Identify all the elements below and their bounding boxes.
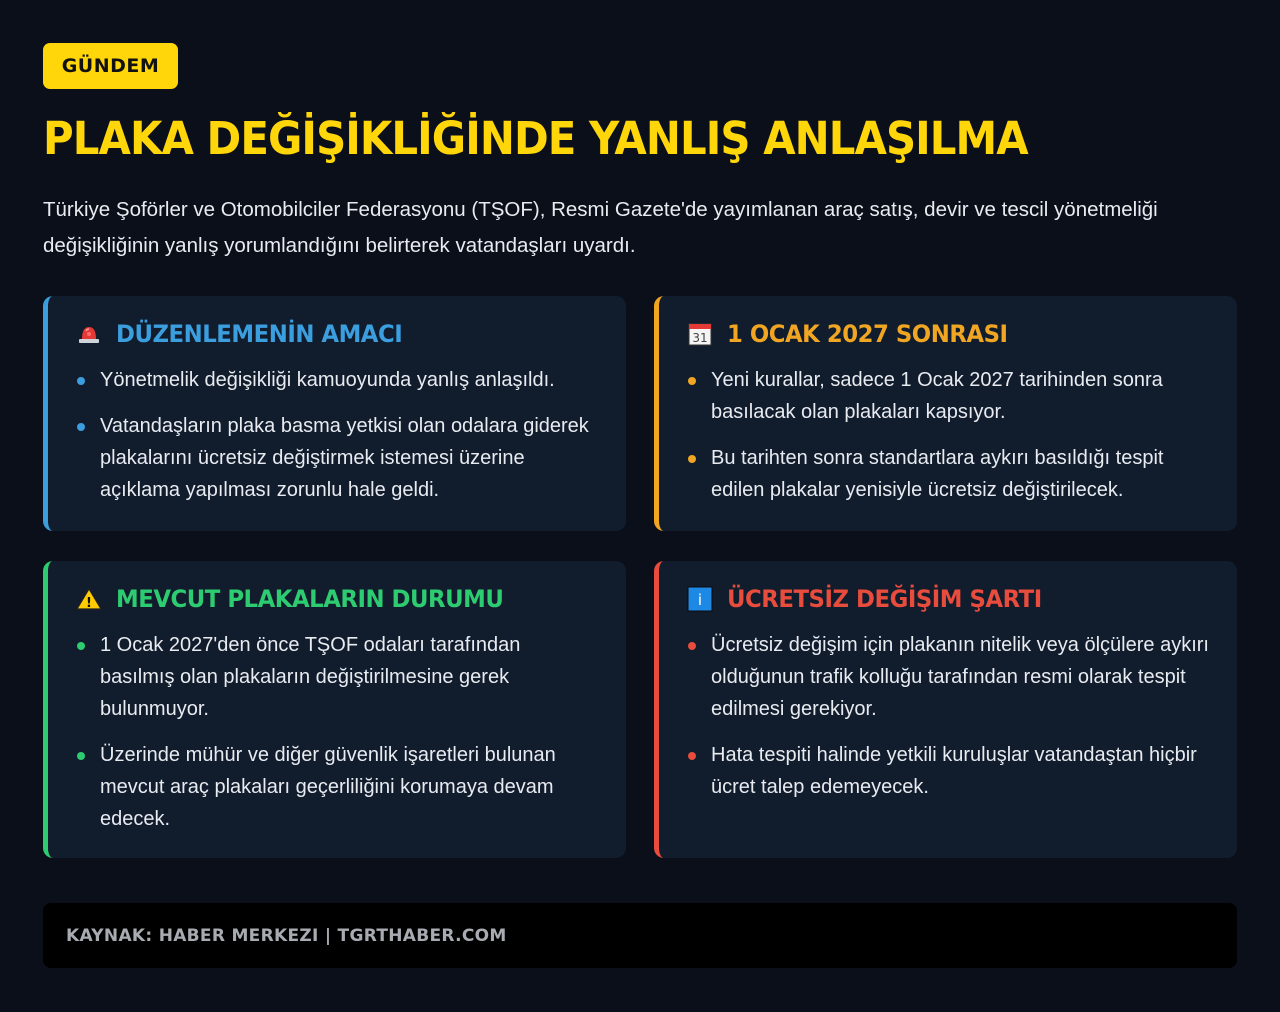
card-free-exchange-condition — [654, 561, 1237, 858]
bullet-dot — [77, 377, 85, 385]
list-item — [687, 442, 1209, 506]
bullet-list — [76, 629, 598, 835]
list-item-text: 1 Ocak 2027'den önce TŞOF odaları tarafından basılmış olan plakaların değiştirilmesine gerek bulunmuyor. — [100, 634, 521, 720]
page-title: PLAKA DEĞİŞİKLİĞİNDE YANLIŞ ANLAŞILMA — [43, 112, 1028, 165]
card-existing-plates — [43, 561, 626, 858]
source-text: KAYNAK: HABER MERKEZI | TGRTHABER.COM — [66, 925, 507, 946]
warning-icon — [76, 586, 102, 612]
list-item-text: Yönetmelik değişikliği kamuoyunda yanlış anlaşıldı. — [100, 369, 555, 391]
card-title: DÜZENLEMENİN AMACI — [116, 320, 403, 348]
card-title: ÜCRETSİZ DEĞİŞİM ŞARTI — [727, 585, 1042, 613]
svg-text:31: 31 — [692, 331, 708, 345]
police-siren-icon — [76, 321, 102, 347]
list-item — [76, 739, 598, 835]
bullet-dot — [77, 423, 85, 431]
card-title: MEVCUT PLAKALARIN DURUMU — [116, 585, 504, 613]
list-item-text: Üzerinde mühür ve diğer güvenlik işaretleri bulunan mevcut araç plakaları geçerliliğini korumaya devam edecek. — [100, 744, 556, 830]
bullet-dot — [77, 642, 85, 650]
bullet-dot — [688, 377, 696, 385]
list-item — [687, 629, 1209, 725]
calendar-icon — [687, 321, 713, 347]
bullet-dot — [688, 642, 696, 650]
bullet-list — [76, 364, 598, 506]
list-item-text: Hata tespiti halinde yetkili kuruluşlar vatandaştan hiçbir ücret talep edemeyecek. — [711, 744, 1197, 798]
list-item-text: Vatandaşların plaka basma yetkisi olan odalara giderek plakalarını ücretsiz değiştirmek istemesi üzerine açıklama yapılması zorunlu hale geldi. — [100, 415, 589, 501]
svg-text:i: i — [697, 591, 703, 609]
svg-text:!: ! — [86, 596, 92, 611]
info-icon — [687, 586, 713, 612]
list-item — [76, 410, 598, 506]
bullet-dot — [688, 752, 696, 760]
card-purpose — [43, 296, 626, 531]
bullet-list — [687, 364, 1209, 506]
list-item — [687, 739, 1209, 803]
card-title: 1 OCAK 2027 SONRASI — [727, 320, 1008, 348]
source-footer — [43, 903, 1237, 968]
bullet-dot — [688, 455, 696, 463]
list-item-text: Yeni kurallar, sadece 1 Ocak 2027 tarihinden sonra basılacak olan plakaları kapsıyor. — [711, 369, 1163, 423]
list-item-text: Ücretsiz değişim için plakanın nitelik veya ölçülere aykırı olduğunun trafik kolluğu tarafından resmi olarak tespit edilmesi gerekiyor. — [711, 634, 1209, 720]
card-after-2027 — [654, 296, 1237, 531]
list-item — [687, 364, 1209, 428]
category-badge: GÜNDEM — [43, 43, 178, 89]
lead-paragraph: Türkiye Şoförler ve Otomobilciler Federasyonu (TŞOF), Resmi Gazete'de yayımlanan araç satış, devir ve tescil yönetmeliği değişikliğinin yanlış yorumlandığını belirterek vatandaşları uyardı. — [43, 198, 1158, 257]
bullet-dot — [77, 752, 85, 760]
list-item — [76, 364, 598, 396]
list-item — [76, 629, 598, 725]
list-item-text: Bu tarihten sonra standartlara aykırı basıldığı tespit edilen plakalar yenisiyle ücretsiz değiştirilecek. — [711, 447, 1164, 501]
bullet-list — [687, 629, 1209, 803]
